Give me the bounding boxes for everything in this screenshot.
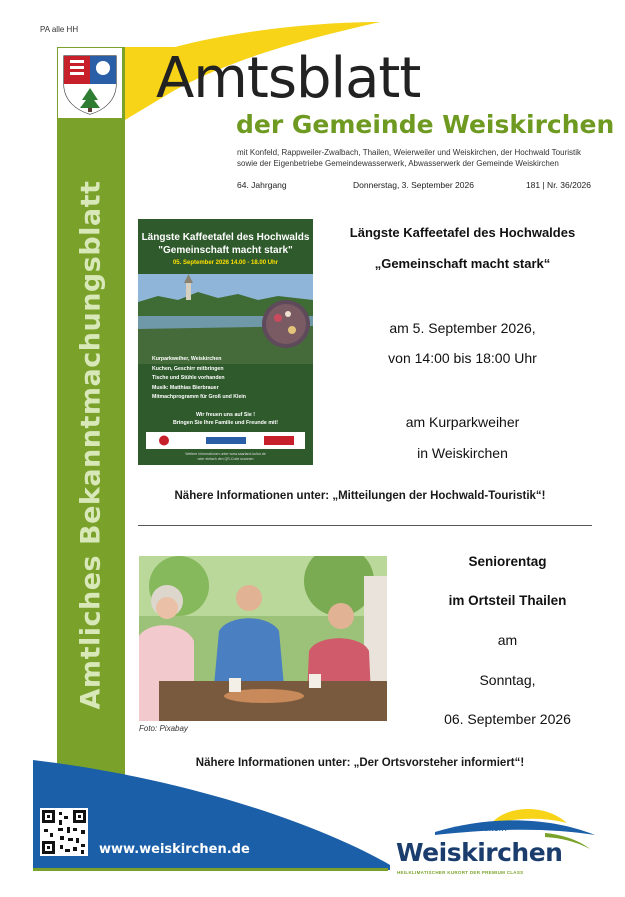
poster-item: Musik: Matthias Bierbrauer (152, 384, 219, 391)
poster-sponsor-logos (146, 432, 305, 449)
article2-heading: Seniorentag (468, 554, 547, 569)
article2-info: Nähere Informationen unter: „Der Ortsvorsteher informiert“! (195, 757, 525, 769)
pa-label: PA alle HH (40, 25, 79, 34)
intro-line: mit Konfeld, Rappweiler-Zwalbach, Thailen, Weierweiler und Weiskirchen, der Hochwald Touristik (237, 148, 582, 157)
article1-heading: Längste Kaffeetafel des Hochwaldes (349, 225, 576, 240)
article1-subheading: „Gemeinschaft macht stark“ (374, 256, 551, 271)
poster-item: Mitmachprogramm für Groß und Klein (152, 394, 246, 400)
poster-welcome-line: Bringen Sie Ihre Familie und Freunde mit! (172, 419, 279, 426)
article1-date: am 5. September 2026, (389, 320, 536, 336)
poster-item: Kurparkweiher, Weiskirchen (152, 356, 222, 362)
poster-title-line: "Gemeinschaft macht stark" (158, 245, 293, 256)
article1-time: von 14:00 bis 18:00 Uhr (388, 350, 537, 366)
poster-title-line: Längste Kaffeetafel des Hochwalds (141, 232, 310, 243)
seniors-photo (139, 556, 387, 721)
sidebar-vertical-text: Amtliches Bekanntmachungsblatt (75, 180, 107, 710)
poster-title (138, 231, 313, 257)
issue-number: 181 | Nr. 36/2026 (525, 180, 591, 190)
logo-kneippkurort: KNEIPPKURORT (454, 827, 509, 833)
poster-date: 05. September 2026 14.00 - 18.00 Uhr (172, 260, 279, 266)
page-title: Amtsblatt (156, 46, 421, 111)
poster-welcome-line: Wir freuen uns auf Sie ! (195, 412, 256, 418)
photo-credit: Foto: Pixabay (139, 724, 188, 733)
article1-info: Nähere Informationen unter: „Mitteilungen der Hochwald-Touristik“! (174, 490, 546, 502)
page-subtitle: der Gemeinde Weiskirchen (236, 110, 615, 139)
poster-footer-line: Weitere Informationen unter www.saarland-kultur.de (185, 452, 266, 456)
lake-scene-image (138, 274, 313, 364)
poster-footer (138, 452, 313, 461)
article2-date: 06. September 2026 (444, 711, 571, 727)
qr-code-icon[interactable] (40, 808, 88, 856)
article2-am: am (497, 632, 518, 648)
intro-line: sowie der Eigenbetriebe Gemeindewasserwerk, Abwasserwerk der Gemeinde Weiskirchen (237, 158, 559, 168)
municipal-crest-icon (58, 48, 122, 118)
poster-details (152, 355, 246, 403)
article-divider (138, 525, 592, 526)
logo-tagline: HEILKLIMATISCHER KURORT DER PREMIUM CLASS (397, 870, 524, 875)
website-link[interactable]: www.weiskirchen.de (99, 842, 250, 857)
article1-town: in Weiskirchen (417, 445, 508, 461)
article1-location: am Kurparkweiher (405, 414, 520, 430)
logo-name: Weiskirchen (396, 838, 563, 867)
poster-footer-line: oder einfach den QR-Code scannen (197, 456, 254, 461)
issue-date: Donnerstag, 3. September 2026 (353, 180, 474, 190)
poster-welcome (138, 412, 313, 427)
article2-subheading: im Ortsteil Thailen (448, 593, 567, 608)
volume-label: 64. Jahrgang (237, 180, 287, 190)
poster-item: Tische und Stühle vorhanden (152, 375, 225, 381)
intro-text (237, 148, 607, 169)
poster-item: Kuchen, Geschirr mitbringen (152, 365, 224, 372)
event-poster (138, 219, 313, 465)
article2-day: Sonntag, (479, 672, 536, 688)
